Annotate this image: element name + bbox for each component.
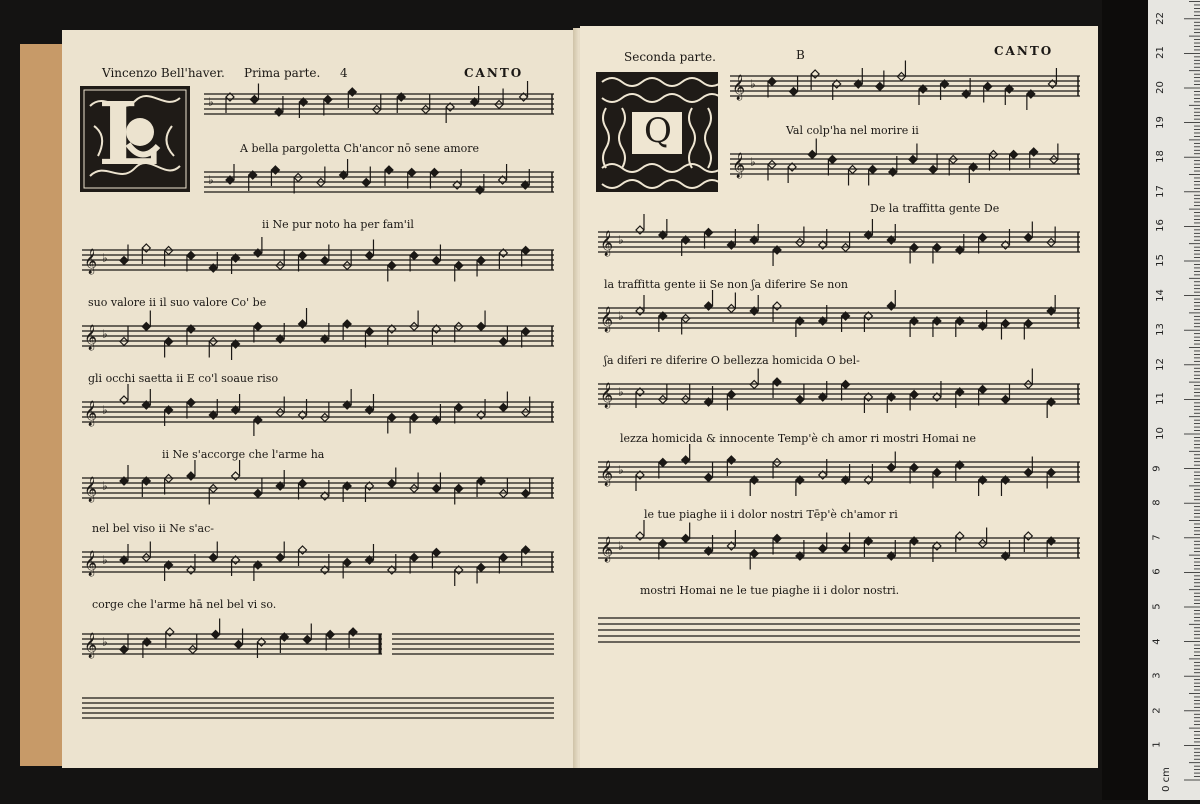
note-head [120,646,128,654]
music-staff [730,61,1080,111]
note-head [979,386,987,394]
note-head [1001,320,1009,328]
right-voice-label: CANTO [994,44,1054,58]
note-head [499,338,507,346]
initial-letter-q: Q [644,111,672,151]
note-head [455,404,463,412]
music-staff [598,290,1080,340]
ruler-label: 4 [1151,637,1163,645]
background-mat [1102,0,1148,800]
note-head [705,302,713,310]
ruler-label: 18 [1154,150,1166,164]
note-head [324,96,332,104]
note-head [362,179,370,187]
flat-sign: ♭ [102,327,108,341]
note-head [250,96,258,104]
note-head [299,546,307,554]
clef-symbol: 𝄞 [84,325,98,350]
flat-sign: ♭ [750,155,756,169]
note-head [499,554,507,562]
ruler-label: 19 [1154,115,1166,129]
clef-symbol: 𝄞 [600,537,614,562]
music-staff [598,444,1080,496]
lyric-line: Val colp'ha nel morire ii [786,124,919,137]
flat-sign: ♭ [102,635,108,649]
note-head [1010,151,1018,159]
lyric-line: ʃa diferi re diferire O bellezza homicida O bel- [604,354,860,367]
note-head [254,490,262,498]
note-head [773,378,781,386]
lyric-line: De la traffitta gente De [870,202,1000,215]
music-staff [82,542,554,587]
ruler-label: 17 [1154,184,1166,198]
note-head [120,396,128,404]
note-head [187,472,195,480]
music-staff [598,214,1080,266]
note-head [432,549,440,557]
note-head [388,414,396,422]
note-head [455,485,463,493]
note-head [929,166,937,174]
note-head [956,532,964,540]
lyric-line: la traffitta gente ii Se non ʃa diferire Se non [604,278,849,291]
clef-symbol: 𝄞 [732,75,746,100]
note-head [187,252,195,260]
note-head [410,554,418,562]
music-staff [82,460,554,505]
note-head [385,166,393,174]
note-head [477,257,485,265]
ruler-label: 20 [1154,81,1166,94]
note-head [410,414,418,422]
clef-symbol: 𝄞 [84,551,98,576]
flat-sign: ♭ [102,251,108,265]
flat-sign: ♭ [618,385,624,399]
initial-letter-l: L [98,86,159,185]
clef-symbol: 𝄞 [600,231,614,256]
note-head [349,628,357,636]
book-cover-edge [20,44,66,766]
note-head [1024,469,1032,477]
lyric-line: gli occhi saetta ii E co'l soaue riso [88,372,279,385]
note-head [705,229,713,237]
lyric-line: lezza homicida & innocente Temp'è ch amor ri mostri Homai ne [620,432,976,445]
note-head [796,396,804,404]
ruler-label: 6 [1151,568,1163,576]
ruler-label: 22 [1154,11,1166,25]
note-head [142,323,150,331]
note-head [522,328,530,336]
ruler-label: 14 [1154,288,1166,302]
ruler-label: 12 [1154,357,1166,371]
note-head [1024,532,1032,540]
note-head [909,156,917,164]
composer-name: Vincenzo Bell'haver. [102,66,225,80]
note-head [876,83,884,91]
flat-sign: ♭ [208,173,214,187]
note-head [682,535,690,543]
music-staff [598,520,1080,570]
note-head [430,169,438,177]
note-head [887,464,895,472]
blank-staff [598,618,1080,642]
note-head [682,456,690,464]
note-head [727,456,735,464]
music-staff [598,369,1080,419]
note-head [659,540,667,548]
music-staff [204,81,554,123]
note-head [365,328,373,336]
note-head [235,641,243,649]
note-head [303,636,311,644]
ruler-label: 21 [1154,46,1166,60]
note-head [727,391,735,399]
note-head [343,559,351,567]
lyric-line: ii Ne pur noto ha per fam'il [262,218,414,231]
note-head [984,83,992,91]
note-head [348,88,356,96]
note-head [432,257,440,265]
blank-staff [82,698,554,718]
note-head [166,628,174,636]
ruler-label: 3 [1151,672,1163,679]
note-head [933,244,941,252]
measurement-ruler [1148,0,1200,800]
note-head [869,166,877,174]
music-staff [82,619,382,659]
lyric-line: suo valore ii il suo valore Co' be [88,296,267,309]
note-head [455,262,463,270]
note-head [254,323,262,331]
note-head [365,252,373,260]
lyric-line: corge che l'arme hā nel bel vi so. [92,598,277,611]
note-head [659,459,667,467]
ruler-label: 0 cm [1160,767,1172,792]
left-page-number: 4 [340,66,348,80]
clef-symbol: 𝄞 [600,461,614,486]
left-music-notation [62,30,577,768]
lyric-line: mostri Homai ne le tue piaghe ii i dolor nostri. [640,584,900,597]
flat-sign: ♭ [618,539,624,553]
note-head [212,631,220,639]
left-page [62,30,577,768]
music-staff [82,308,554,360]
note-head [811,70,819,78]
blank-staff [380,634,554,654]
right-page [580,26,1098,768]
flat-sign: ♭ [618,463,624,477]
note-head [410,252,418,260]
lyric-line: nel bel viso ii Ne s'ac- [92,522,214,535]
note-head [705,474,713,482]
music-staff [730,139,1080,186]
ruler-label: 11 [1154,392,1166,406]
note-head [1024,234,1032,242]
note-head [1047,469,1055,477]
flat-sign: ♭ [102,479,108,493]
note-head [910,391,918,399]
clef-symbol: 𝄞 [732,153,746,178]
flat-sign: ♭ [618,233,624,247]
note-head [773,302,781,310]
music-staff [82,384,554,436]
note-head [636,226,644,234]
note-head [636,532,644,540]
clef-symbol: 𝄞 [600,383,614,408]
left-part-title: Prima parte. [244,66,321,80]
note-head [842,381,850,389]
clef-symbol: 𝄞 [84,477,98,502]
note-head [828,156,836,164]
right-music-notation [580,26,1098,768]
lyric-line: A bella pargoletta Ch'ancor nō sene amore [240,142,480,155]
note-head [432,485,440,493]
signature-mark: B [796,48,805,62]
note-head [499,404,507,412]
flat-sign: ♭ [618,309,624,323]
note-head [1030,148,1038,156]
note-head [910,464,918,472]
ruler-label: 13 [1154,323,1166,337]
lyric-line: le tue piaghe ii i dolor nostri Tēp'è ch'amor ri [644,508,898,521]
ruler-label: 1 [1151,741,1163,749]
lyric-line: ii Ne s'accorge che l'arme ha [162,448,325,461]
note-head [887,302,895,310]
note-head [522,247,530,255]
note-head [232,472,240,480]
note-head [522,546,530,554]
note-head [750,550,758,558]
note-head [187,399,195,407]
note-head [165,338,173,346]
clef-symbol: 𝄞 [600,307,614,332]
clef-symbol: 𝄞 [84,401,98,426]
ruler-label: 9 [1151,464,1163,472]
note-head [842,545,850,553]
ruler-label: 15 [1154,254,1166,267]
note-head [1024,320,1032,328]
note-head [388,480,396,488]
note-head [276,554,284,562]
flat-sign: ♭ [102,403,108,417]
note-head [477,564,485,572]
note-head [979,234,987,242]
ruler-label: 5 [1151,603,1163,610]
music-staff [82,237,554,282]
note-head [773,535,781,543]
flat-sign: ♭ [208,95,214,109]
ruler-label: 2 [1151,707,1163,714]
note-head [142,244,150,252]
note-head [343,320,351,328]
note-head [321,257,329,265]
note-head [299,480,307,488]
note-head [299,320,307,328]
note-head [790,88,798,96]
note-head [808,151,816,159]
note-head [819,545,827,553]
note-head [910,244,918,252]
note-head [522,490,530,498]
ruler-label: 7 [1151,534,1163,541]
note-head [299,252,307,260]
note-head [1001,396,1009,404]
note-head [271,166,279,174]
left-voice-label: CANTO [464,66,524,80]
note-head [477,323,485,331]
note-head [408,169,416,177]
ruler-label: 10 [1154,427,1166,440]
note-head [326,631,334,639]
note-head [388,262,396,270]
ruler-label: 16 [1154,219,1166,233]
note-head [933,469,941,477]
clef-symbol: 𝄞 [84,633,98,658]
flat-sign: ♭ [102,553,108,567]
right-part-title: Seconda parte. [624,50,716,64]
flat-sign: ♭ [750,77,756,91]
clef-symbol: 𝄞 [84,249,98,274]
note-head [120,257,128,265]
ruler-label: 8 [1151,499,1163,506]
music-staff [204,159,554,194]
note-head [768,78,776,86]
note-head [209,554,217,562]
